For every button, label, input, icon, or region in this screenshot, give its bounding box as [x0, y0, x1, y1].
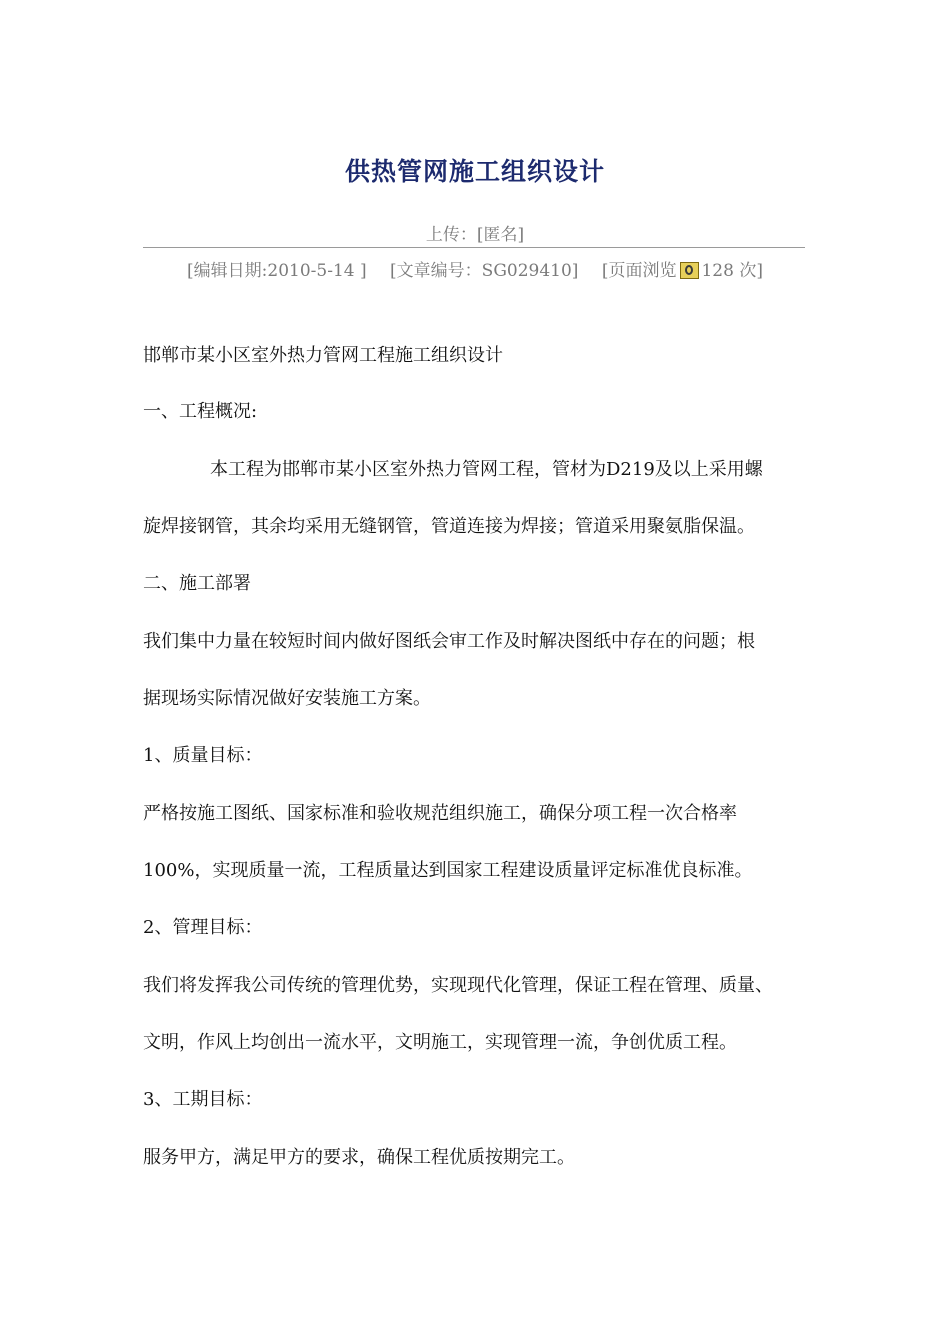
edit-date: [编辑日期:2010-5-14 ]: [187, 261, 367, 281]
paragraph-line: 严格按施工图纸、国家标准和验收规范组织施工，确保分项工程一次合格率: [143, 803, 737, 824]
subheading-schedule-target: 3、工期目标：: [143, 1089, 263, 1110]
page-view-icon: [680, 262, 699, 279]
article-meta: [0, 256, 950, 281]
doc-subtitle: 邯郸市某小区室外热力管网工程施工组织设计: [143, 345, 503, 366]
uploader-info: 上传：[匿名]: [425, 225, 525, 245]
paragraph-line: 本工程为邯郸市某小区室外热力管网工程，管材为D219及以上采用螺: [210, 459, 763, 480]
document-title: 供热管网施工组织设计: [344, 157, 605, 186]
page-views-prefix: [页面浏览: [601, 261, 677, 281]
paragraph-line: 文明，作风上均创出一流水平，文明施工，实现管理一流，争创优质工程。: [143, 1032, 737, 1053]
header-divider: [143, 247, 805, 248]
paragraph-line: 据现场实际情况做好安装施工方案。: [143, 688, 431, 709]
section-heading-overview: 一、工程概况:: [143, 401, 258, 422]
paragraph-line: 我们将发挥我公司传统的管理优势，实现现代化管理，保证工程在管理、质量、: [143, 975, 773, 996]
page-views-count: 128 次]: [701, 261, 763, 281]
paragraph-line: 100%，实现质量一流，工程质量达到国家工程建设质量评定标准优良标准。: [143, 860, 753, 881]
subheading-quality-target: 1、质量目标：: [143, 745, 263, 766]
paragraph-line: 服务甲方，满足甲方的要求，确保工程优质按期完工。: [143, 1147, 575, 1168]
paragraph-line: 我们集中力量在较短时间内做好图纸会审工作及时解决图纸中存在的问题；根: [143, 631, 755, 652]
article-number: [文章编号：SG029410]: [390, 261, 579, 281]
paragraph-line: 旋焊接钢管，其余均采用无缝钢管，管道连接为焊接；管道采用聚氨脂保温。: [143, 516, 755, 537]
section-heading-deployment: 二、施工部署: [143, 573, 251, 594]
subheading-management-target: 2、管理目标：: [143, 917, 263, 938]
